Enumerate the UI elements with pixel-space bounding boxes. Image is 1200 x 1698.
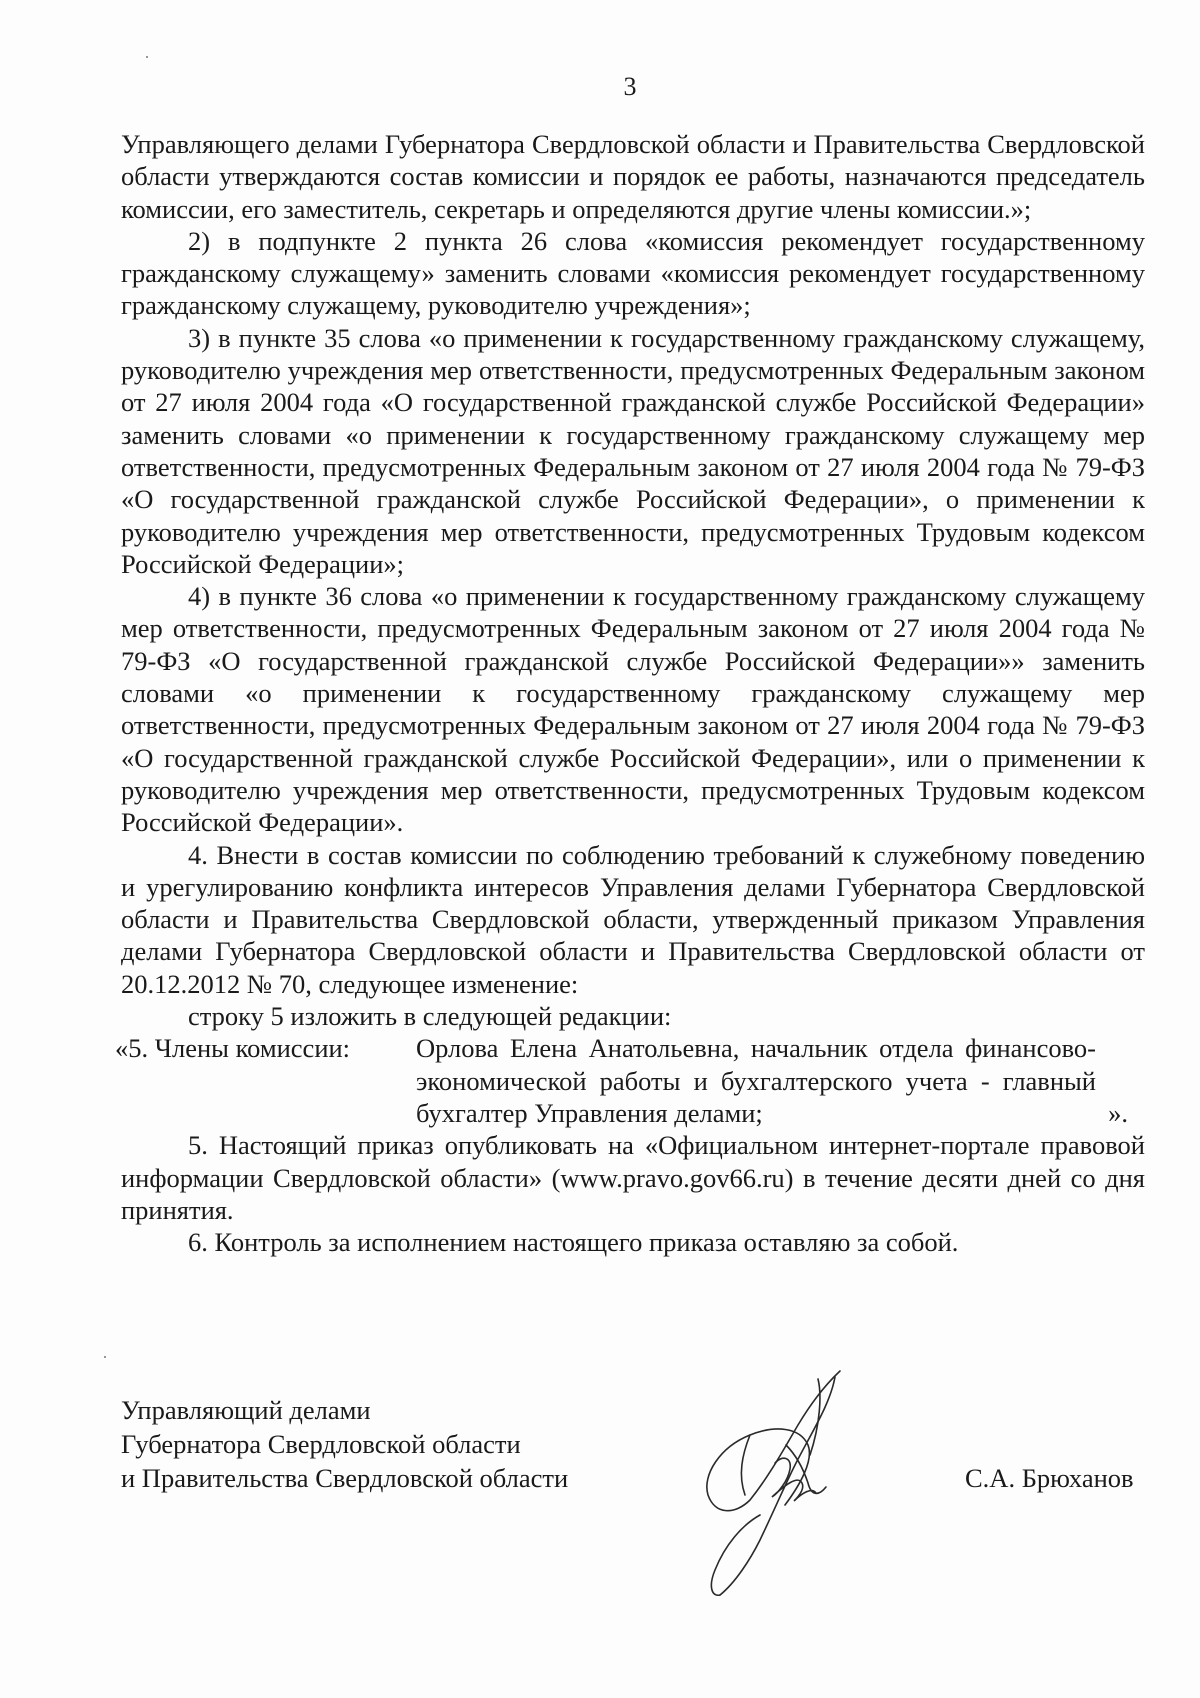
paragraph-clause-6: 6. Контроль за исполнением настоящего приказа оставляю за собой. xyxy=(188,1227,959,1258)
signatory-position-line: и Правительства Свердловской области xyxy=(121,1463,569,1493)
paragraph-line-5-instruction: строку 5 изложить в следующей редакции: xyxy=(188,1001,672,1032)
paragraph-clause-4: 4. Внести в состав комиссии по соблюдению требований к служебному поведению и урегулированию конфликта интересов Управления делами Губернатора Свердловской области и Правительства Свердловской области, утвержденный приказом Управления делами Губернатора Свердловской области и Правительства Свердловской области от 20.12.2012 № 70, следующее изменение: xyxy=(121,839,1145,999)
member-line-text xyxy=(416,1032,1128,1129)
scan-speck xyxy=(104,1356,106,1358)
handwritten-signature xyxy=(690,1365,880,1600)
paragraph-item-4: 4) в пункте 36 слова «о применении к государственному гражданскому служащему мер ответственности, предусмотренных Федеральным законом от 27 июля 2004 года № 79-ФЗ «О государственной гражданской службе Российской Федерации»» заменить словами «о применении к государственному гражданскому служащему мер ответственности, предусмотренных Федеральным законом от 27 июля 2004 года № 79-ФЗ «О государственной гражданской службе Российской Федерации», или о применении к руководителю учреждения мер ответственности, предусмотренных Трудовым кодексом Российской Федерации». xyxy=(121,581,1145,838)
signatory-position xyxy=(121,1393,568,1495)
paragraph-continuation: Управляющего делами Губернатора Свердловской области и Правительства Свердловской области утверждаются состав комиссии и порядок ее работы, назначаются председатель комиссии, его заместитель, секретарь и определяются другие члены комиссии.»; xyxy=(121,129,1145,224)
member-line-closing: ». xyxy=(1108,1097,1128,1128)
commission-member-line xyxy=(115,1032,1145,1129)
scan-speck xyxy=(146,56,148,58)
paragraph-item-3: 3) в пункте 35 слова «о применении к государственному гражданскому служащему, руководителю учреждения мер ответственности, предусмотренных Федеральным законом от 27 июля 2004 года «О государственной гражданской службе Российской Федерации» заменить словами «о применении к государственному гражданскому служащему мер ответственности, предусмотренных Федеральным законом от 27 июля 2004 года № 79-ФЗ «О государственной гражданской службе Российской Федерации», о применении к руководителю учреждения мер ответственности, предусмотренных Трудовым кодексом Российской Федерации»; xyxy=(121,322,1145,579)
signatory-name: С.А. Брюханов xyxy=(965,1463,1134,1493)
paragraph-item-2: 2) в подпункте 2 пункта 26 слова «комиссия рекомендует государственному гражданскому служащему» заменить словами «комиссия рекомендует государственному гражданскому служащему, руководителю учреждения»; xyxy=(121,225,1145,321)
member-line-description: Орлова Елена Анатольевна, начальник отдела финансово-экономической работы и бухгалтерского учета - главный бухгалтер Управления делами; xyxy=(416,1033,1096,1128)
signatory-position-line: Управляющий делами xyxy=(121,1395,371,1425)
paragraph-clause-5: 5. Настоящий приказ опубликовать на «Официальном интернет-портале правовой информации Свердловской области» (www.pravo.gov66.ru) в течение десяти дней со дня принятия. xyxy=(121,1130,1145,1225)
page-number: 3 xyxy=(623,72,637,101)
member-line-label: «5. Члены комиссии: xyxy=(115,1033,351,1064)
document-body xyxy=(115,128,1145,1258)
signatory-position-line: Губернатора Свердловской области xyxy=(121,1429,521,1459)
